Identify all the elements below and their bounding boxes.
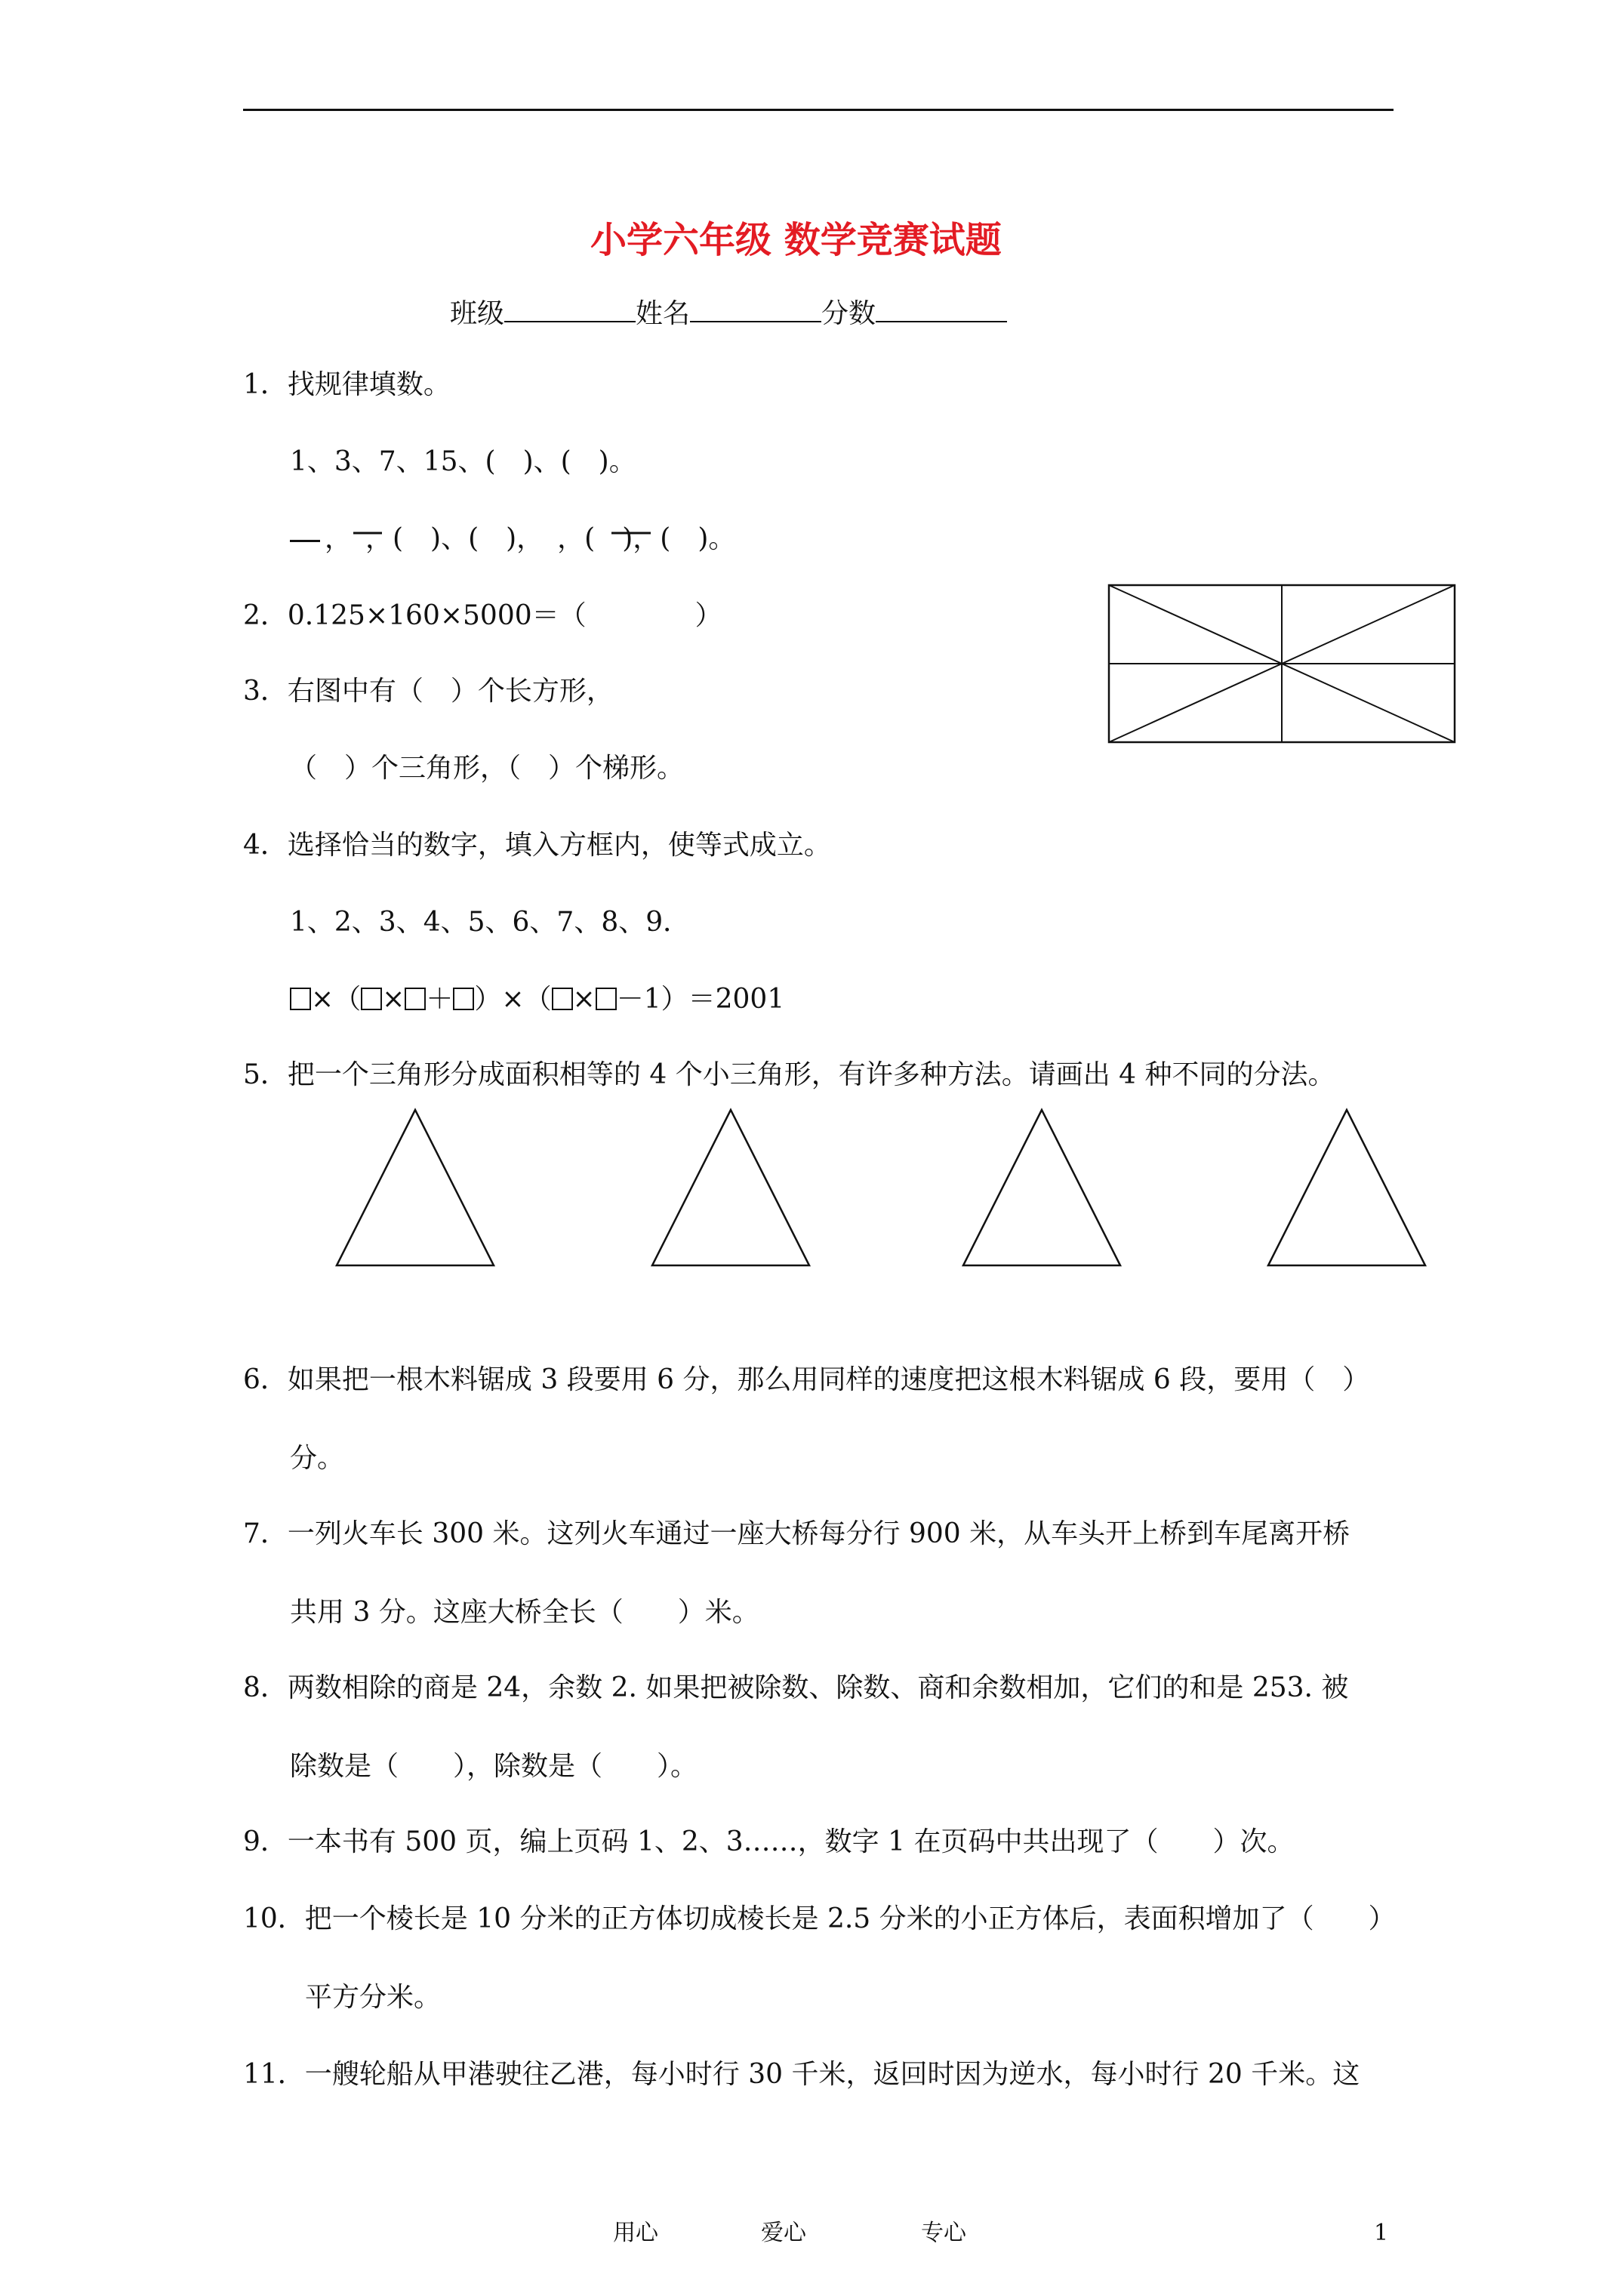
question-1-sequence-2 (290, 522, 735, 556)
eq-text: × (572, 984, 596, 1015)
question-4-equation (290, 983, 784, 1016)
triangle-3 (963, 1110, 1120, 1265)
question-3-line-1: 3．右图中有（ ）个长方形， (243, 676, 614, 707)
eq-text: ×（ (311, 984, 362, 1015)
footer-right: 专心 (921, 2220, 966, 2246)
score-blank[interactable] (876, 298, 1007, 322)
header-rule (243, 109, 1394, 111)
triangle-4 (1268, 1110, 1425, 1265)
answer-box[interactable] (290, 988, 311, 1010)
name-label: 姓名 (636, 298, 691, 329)
triangle-1 (337, 1110, 494, 1265)
question-4-digits: 1、2、3、4、5、6、7、8、9． (290, 907, 691, 938)
class-label: 班级 (450, 298, 505, 329)
sequence-2-text: ， ，( )、( )， ，( )，( )。 (325, 523, 736, 554)
class-blank[interactable] (504, 298, 636, 322)
answer-box[interactable] (552, 988, 573, 1010)
answer-box[interactable] (361, 988, 382, 1010)
question-8-line-1: 8．两数相除的商是 24，余数 2. 如果把被除数、除数、商和余数相加，它们的和是 253. 被 (243, 1672, 1349, 1703)
question-1-sequence-1: 1、3、7、15、( )、( )。 (290, 446, 636, 477)
eq-text: ＋ (426, 984, 454, 1015)
question-10-line-2: 平方分米。 (305, 1982, 442, 2013)
question-5-prompt: 5．把一个三角形分成面积相等的 4 个小三角形，有许多种方法。请画出 4 种不同的分法。 (243, 1059, 1335, 1090)
question-10-line-1: 10．把一个棱长是 10 分米的正方体切成棱长是 2.5 分米的小正方体后，表面积增加了（ ） (243, 1903, 1396, 1934)
eq-text: × (382, 984, 405, 1015)
fraction-bar-1 (290, 540, 320, 542)
question-6-line-1: 6．如果把一根木料锯成 3 段要用 6 分，那么用同样的速度把这根木料锯成 6 段，要用（ ） (243, 1364, 1370, 1395)
question-3-line-2: （ ）个三角形，（ ）个梯形。 (290, 753, 685, 784)
question-6-line-2: 分。 (290, 1443, 345, 1474)
question-1-prompt: 1．找规律填数。 (243, 369, 451, 400)
eq-text: －1）＝2001 (616, 984, 785, 1015)
page-title: 小学六年级 数学竞赛试题 (590, 219, 1002, 261)
student-info-row (450, 297, 1007, 331)
answer-box[interactable] (405, 988, 426, 1010)
triangle-2 (652, 1110, 809, 1265)
question-9-prompt: 9．一本书有 500 页，编上页码 1、2、3……，数字 1 在页码中共出现了（ ）次。 (243, 1826, 1295, 1857)
eq-text: ）×（ (474, 984, 552, 1015)
question-7-line-1: 7．一列火车长 300 米。这列火车通过一座大桥每分行 900 米，从车头开上桥到车尾离开桥 (243, 1518, 1350, 1549)
footer-left: 用心 (613, 2220, 658, 2246)
question-8-line-2: 除数是（ ），除数是（ ）。 (290, 1751, 698, 1782)
question-11-line-1: 11．一艘轮船从甲港驶往乙港，每小时行 30 千米，返回时因为逆水，每小时行 20 千米。这 (243, 2059, 1360, 2090)
name-blank[interactable] (690, 298, 821, 322)
rectangle-diagram (1108, 584, 1455, 743)
question-7-line-2: 共用 3 分。这座大桥全长（ ）米。 (290, 1597, 759, 1628)
question-2-prompt: 2．0.125×160×5000＝（ ） (243, 600, 722, 631)
answer-box[interactable] (596, 988, 617, 1010)
score-label: 分数 (821, 298, 876, 329)
question-4-prompt: 4．选择恰当的数字，填入方框内，使等式成立。 (243, 830, 831, 861)
page-number: 1 (1374, 2220, 1389, 2246)
footer-middle: 爱心 (761, 2220, 806, 2246)
answer-box[interactable] (453, 988, 474, 1010)
